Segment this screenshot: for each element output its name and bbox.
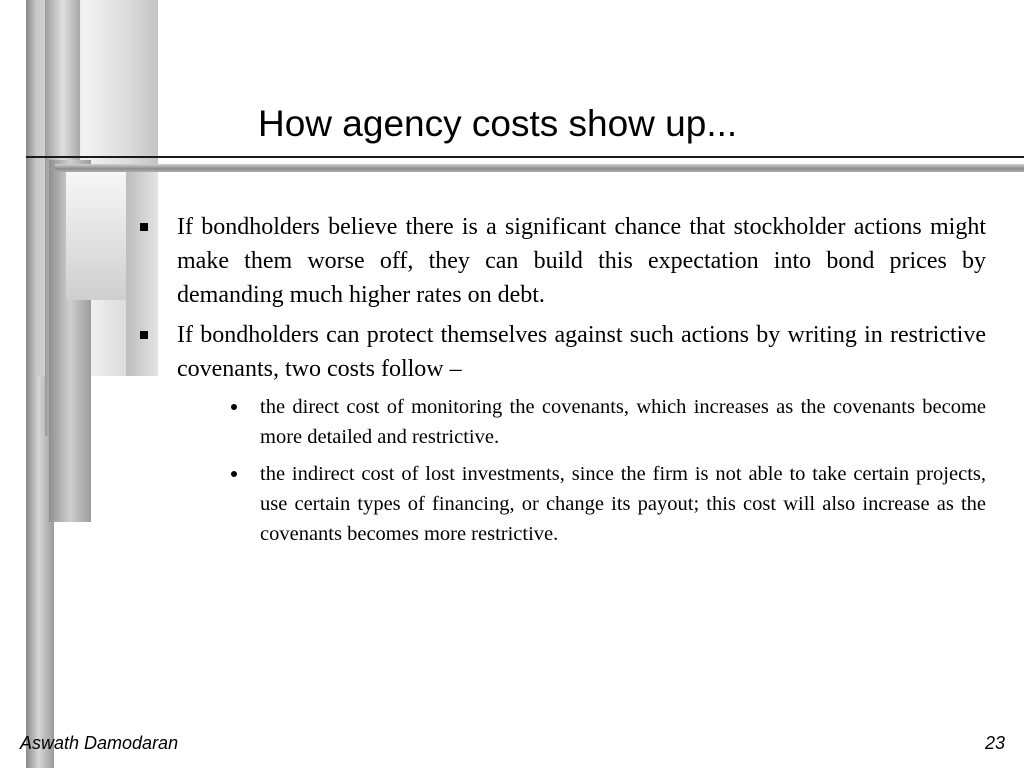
page-number: 23: [984, 733, 1005, 753]
dot-bullet-icon: [231, 471, 237, 477]
slide-body: [138, 210, 986, 556]
bullet-text: If bondholders believe there is a significant chance that stockholder actions might make them worse off, they can build this expectation into bond prices by demanding much higher rates on debt.: [177, 214, 986, 308]
square-bullet-icon: [140, 223, 148, 231]
square-bullet-icon: [140, 331, 148, 339]
slide-title: How agency costs show up...: [258, 103, 738, 144]
bullet-item: [138, 210, 986, 312]
sub-bullet-text: the direct cost of monitoring the covenants, which increases as the covenants become more detailed and restrictive.: [260, 396, 986, 448]
sub-bullet-item: [222, 459, 986, 549]
sub-bullet-text: the indirect cost of lost investments, since the firm is not able to take certain projects, use certain types of financing, or change its payout; this cost will also increase as the covenants becomes more restrictive.: [260, 463, 986, 545]
sub-bullet-list: [177, 392, 986, 549]
title-divider-line: [26, 156, 1024, 158]
sub-bullet-item: [222, 392, 986, 452]
bullet-item: [138, 318, 986, 549]
title-divider-bar: [55, 164, 1024, 172]
bullet-text: If bondholders can protect themselves against such actions by writing in restrictive covenants, two costs follow –: [177, 322, 986, 382]
decorative-bar: [66, 172, 126, 300]
dot-bullet-icon: [231, 404, 237, 410]
footer-author: Aswath Damodaran: [20, 733, 179, 753]
